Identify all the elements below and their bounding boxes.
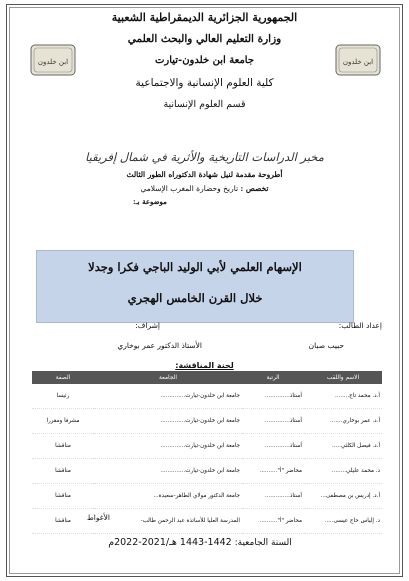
logo-text: ابن خلدون bbox=[342, 58, 374, 66]
logo-text: ابن خلدون bbox=[37, 58, 69, 66]
committee-title: لجنة المناقشة: bbox=[175, 361, 234, 370]
member-role: رئيسا bbox=[32, 384, 94, 409]
topic-label: موضوعة بـ: bbox=[133, 197, 167, 206]
republic-heading: الجمهورية الجزائرية الديمقراطية الشعبية bbox=[111, 11, 298, 24]
member-name: د. إلياس حاج عيسى..... bbox=[304, 509, 382, 534]
department-heading: قسم العلوم الإنسانية bbox=[163, 99, 246, 110]
member-rank: أستاذ.............. bbox=[242, 484, 304, 509]
specialty-line bbox=[0, 184, 409, 193]
table-row bbox=[32, 434, 382, 459]
lab-name: مخبر الدراسات التاريخية والأثرية في شمال إفريقيا bbox=[85, 150, 324, 164]
degree-statement: أطروحة مقدمة لنيل شهادة الدكتوراه الطور الثالث bbox=[126, 170, 283, 179]
thesis-title-line1: الإسهام العلمي لأبي الوليد الباجي فكرا وجدلا bbox=[88, 260, 302, 274]
member-rank: أستاذ.............. bbox=[242, 409, 304, 434]
student-name: حبيب صبان bbox=[308, 341, 344, 350]
member-role: مشرفا ومقررا bbox=[32, 409, 94, 434]
member-university: المدرسة العليا للأساتذة عبد الرحمن طالب- bbox=[94, 509, 242, 534]
member-rank: محاضر "أ".......... bbox=[242, 459, 304, 484]
ministry-heading: وزارة التعليم العالي والبحث العلمي bbox=[127, 33, 282, 45]
academic-year bbox=[0, 537, 400, 548]
table-row bbox=[32, 409, 382, 434]
member-name: أ.د. محمد تاج........ bbox=[304, 384, 382, 409]
thesis-title-line2: خلال القرن الخامس الهجري bbox=[127, 291, 263, 305]
member-name: د. محمد عليلي........ bbox=[304, 459, 382, 484]
member-university: جامعة ابن خلدون-تيارت.............. bbox=[94, 434, 242, 459]
thesis-title-banner bbox=[36, 250, 354, 323]
member-university: جامعة ابن خلدون-تيارت.............. bbox=[94, 384, 242, 409]
academic-year-label: السنة الجامعية: bbox=[234, 538, 292, 548]
member-role: مناقشا bbox=[32, 459, 94, 484]
member-name: أ.د. إدريس بن مصطفى... bbox=[304, 484, 382, 509]
member-rank: محاضر "أ".......... bbox=[242, 509, 304, 534]
university-continuation: الأغواط bbox=[86, 513, 110, 522]
header-name: الاسم واللقب bbox=[304, 371, 382, 384]
member-university: جامعة ابن خلدون-تيارت.............. bbox=[94, 409, 242, 434]
committee-table bbox=[32, 371, 382, 534]
specialty-value: تاريخ وحضارة المغرب الإسلامي bbox=[140, 184, 239, 193]
member-name: أ.د. عمر بوخاري....... bbox=[304, 409, 382, 434]
supervisor-name: الأستاذ الدكتور عمر بوخاري bbox=[117, 341, 202, 350]
header-university: الجامعة bbox=[94, 371, 242, 384]
university-heading: جامعة ابن خلدون-تيارت bbox=[154, 55, 255, 66]
academic-year-value: 1442-1443 هـ/2021-2022م bbox=[108, 537, 232, 548]
member-role: مناقشا bbox=[32, 509, 94, 534]
supervisor-label: إشراف: bbox=[135, 321, 160, 330]
member-rank: أستاذ.............. bbox=[242, 434, 304, 459]
member-university: جامعة الدكتور مولاي الطاهر-سعيدة... bbox=[94, 484, 242, 509]
specialty-label: تخصص : bbox=[240, 184, 269, 193]
student-label: إعداد الطالب: bbox=[338, 321, 382, 330]
header-rank: الرتبة bbox=[242, 371, 304, 384]
table-row bbox=[32, 384, 382, 409]
table-row bbox=[32, 484, 382, 509]
member-university: جامعة ابن خلدون-تيارت.............. bbox=[94, 459, 242, 484]
member-rank: أستاذ.............. bbox=[242, 384, 304, 409]
table-row bbox=[32, 459, 382, 484]
member-name: أ.د. فيصل الكلثي..... bbox=[304, 434, 382, 459]
member-role: مناقشا bbox=[32, 434, 94, 459]
member-role: مناقشا bbox=[32, 484, 94, 509]
faculty-heading: كلية العلوم الإنسانية والاجتماعية bbox=[135, 77, 274, 89]
table-header-row bbox=[32, 371, 382, 384]
header-role: الصفة bbox=[32, 371, 94, 384]
